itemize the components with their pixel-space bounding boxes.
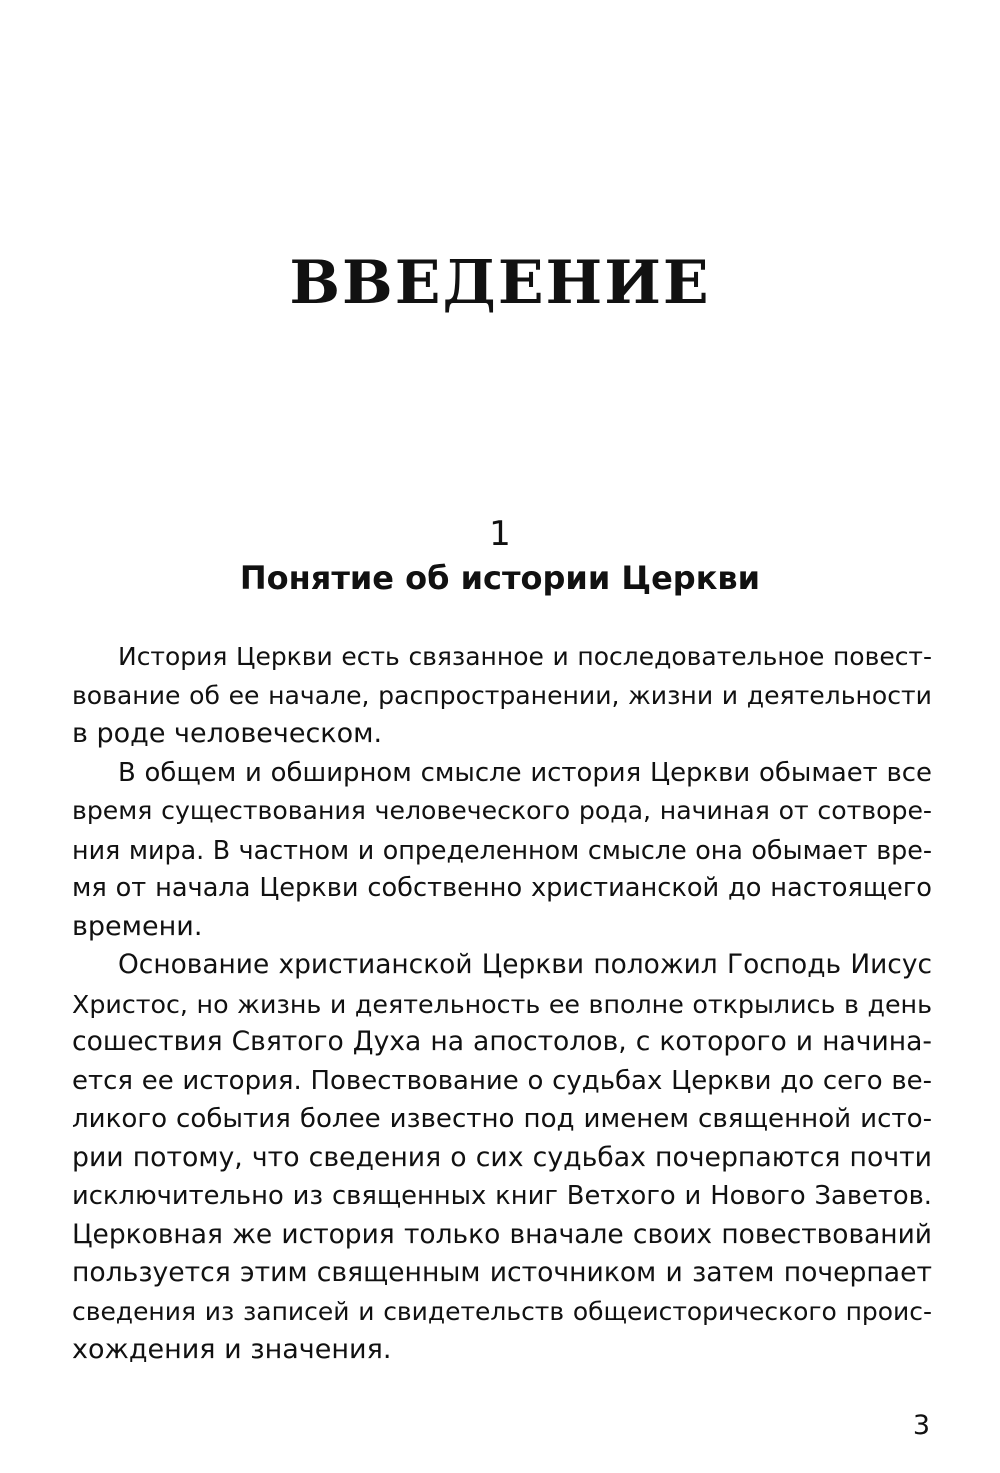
paragraph-1-line-3: в роде человеческом.: [72, 718, 383, 749]
paragraph-1-line-2: вование об ее начале, распространении, жизни и деятельности: [72, 680, 932, 710]
paragraph-3-line-9: пользуется этим священным источником и затем почерпает: [72, 1257, 932, 1288]
paragraph-2-line-3: ния мира. В частном и определенном смысле она обымает вре-: [72, 834, 932, 865]
paragraph-1-line-1: История Церкви есть связанное и последовательное повест-: [118, 642, 932, 671]
section-title: Понятие об истории Церкви: [239, 559, 761, 597]
paragraph-3-line-6: рии потому, что сведения о сих судьбах почерпаются почти: [72, 1141, 932, 1173]
paragraph-3-line-5: ликого события более известно под именем священной исто-: [72, 1104, 932, 1134]
paragraph-3-line-7: исключительно из священных книг Ветхого и Нового Заветов.: [72, 1181, 932, 1211]
paragraph-2-line-2: время существования человеческого рода, начиная от сотворе-: [72, 796, 932, 825]
section-number: 1: [489, 514, 511, 554]
paragraph-2-line-4: мя от начала Церкви собственно христианской до настоящего: [72, 873, 932, 903]
paragraph-2-line-5: времени.: [72, 910, 203, 942]
paragraph-3-line-3: сошествия Святого Духа на апостолов, с которого и начина-: [72, 1026, 932, 1057]
paragraph-3-line-2: Христос, но жизнь и деятельность ее вполне открылись в день: [72, 988, 932, 1019]
chapter-title: ВВЕДЕНИЕ: [289, 248, 711, 318]
paragraph-2-line-1: В общем и обширном смысле история Церкви обымает все: [118, 757, 932, 788]
paragraph-3-line-10: сведения из записей и свидетельств общеисторического проис-: [72, 1296, 932, 1326]
paragraph-3-line-4: ется ее история. Повествование о судьбах Церкви до сего ве-: [72, 1065, 932, 1096]
paragraph-3-line-1: Основание христианской Церкви положил Господь Иисус: [118, 949, 932, 980]
page-number: 3: [912, 1410, 930, 1441]
paragraph-3-line-8: Церковная же история только вначале своих повествований: [72, 1218, 932, 1250]
paragraph-3-line-11: хождения и значения.: [72, 1334, 392, 1365]
body-text: [72, 638, 932, 1370]
